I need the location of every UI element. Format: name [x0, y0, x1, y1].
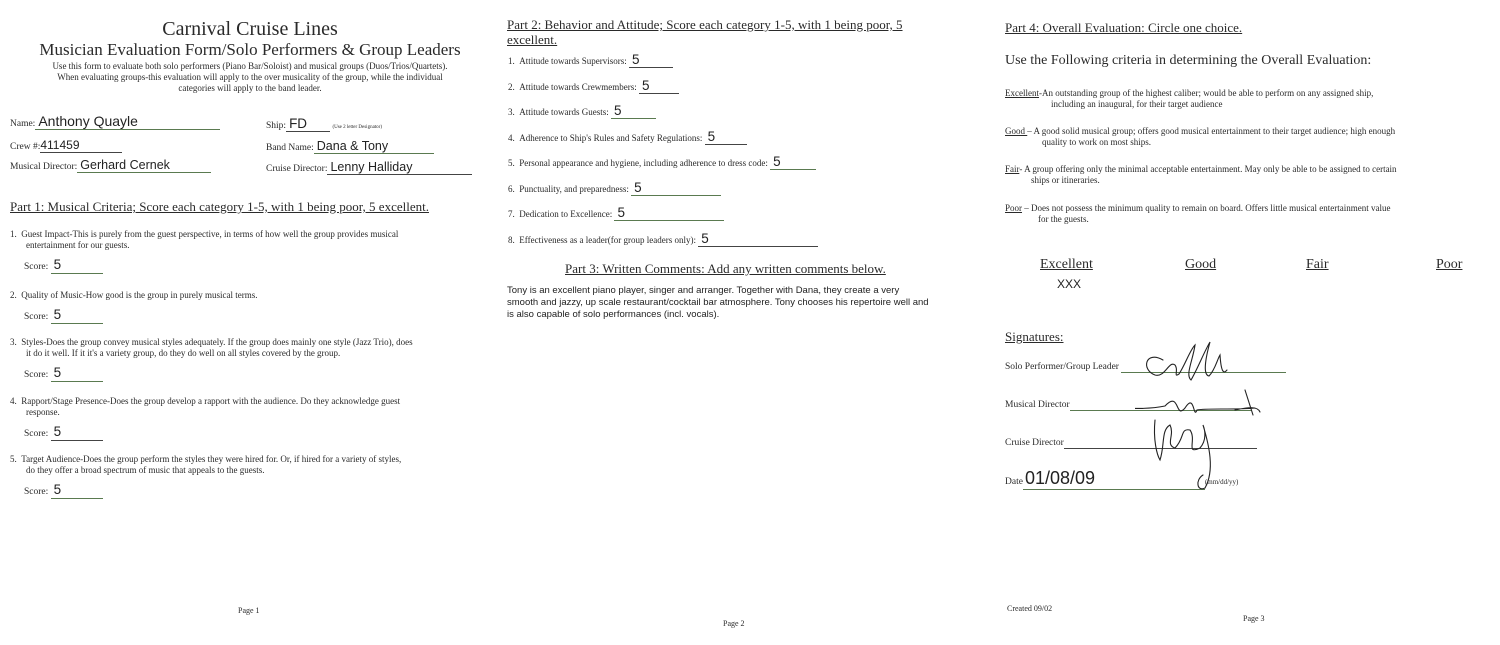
definition-good: [1005, 126, 1495, 148]
sig-performer-label: Solo Performer/Group Leader: [1005, 362, 1119, 372]
crew-value[interactable]: 411459: [40, 138, 80, 152]
page-1: [0, 0, 500, 645]
date-format: (mm/dd/yy): [1204, 478, 1239, 486]
selected-mark: XXX: [1057, 277, 1082, 291]
behavior-item: [508, 52, 818, 78]
item-label: Punctuality, and preparedness:: [519, 183, 629, 194]
performer-signature: [1147, 342, 1227, 380]
definition-separator: -: [1038, 88, 1042, 98]
definition-text: A good solid musical group; offers good musical entertainment to their target audience; high enough: [1033, 126, 1396, 136]
definition-separator: –: [1022, 203, 1032, 213]
definition-term: Excellent: [1005, 88, 1039, 98]
item-label: Adherence to Ship's Rules and Safety Regulations:: [519, 132, 703, 143]
comment-line: is also capable of solo performances (incl. vocals).: [507, 309, 720, 320]
ship-hint: (Use 2 letter Designator): [332, 125, 383, 130]
criterion-text: Guest Impact-This is purely from the guest perspective, in terms of how well the group provides musical: [21, 229, 399, 239]
behavior-list: [508, 52, 818, 256]
item-number: 4.: [508, 132, 515, 143]
part3-header: Part 3: Written Comments: Add any written comments below.: [565, 261, 886, 276]
score-value[interactable]: 5: [53, 365, 62, 380]
name-field: [10, 113, 220, 130]
ship-value[interactable]: FD: [289, 116, 308, 131]
form-intro: [0, 61, 500, 94]
definition-term: Good: [1005, 126, 1028, 136]
score-label: Score:: [24, 429, 49, 439]
behavior-item: [508, 129, 818, 155]
score-value[interactable]: 5: [53, 482, 62, 497]
cd-label: Cruise Director:: [266, 164, 328, 174]
criterion-3: [10, 337, 495, 382]
criteria-intro: Use the Following criteria in determining the Overall Evaluation:: [1005, 53, 1372, 68]
item-label: Effectiveness as a leader(for group leaders only):: [519, 234, 697, 245]
rating-poor[interactable]: Poor: [1436, 257, 1463, 272]
definition-poor: [1005, 203, 1495, 225]
signatures-header: Signatures:: [1005, 329, 1064, 344]
definition-text: ships or itineraries.: [1031, 175, 1100, 185]
score-label: Score:: [24, 262, 49, 272]
score-row: [10, 259, 495, 274]
definition-text: Does not possess the minimum quality to remain on board. Offers little musical entertainment value: [1031, 203, 1391, 213]
criterion-text: Target Audience-Does the group perform the styles they were hired for. Or, if hired for a variety of styles,: [21, 454, 402, 464]
rating-fair[interactable]: Fair: [1306, 257, 1329, 272]
score-row: [10, 426, 495, 441]
intro-line: categories will apply to the band leader.: [178, 83, 322, 93]
score-row: [10, 309, 495, 324]
item-score[interactable]: 5: [617, 205, 625, 220]
sig-cd-label: Cruise Director: [1005, 438, 1064, 448]
intro-line: When evaluating groups-this evaluation will apply to the over musicality of the group, while the individual: [57, 72, 443, 82]
comment-line: smooth and jazzy, up scale restaurant/cocktail bar atmosphere. Tony chooses his repertoire well and: [507, 297, 929, 308]
criterion-text: Rapport/Stage Presence-Does the group develop a rapport with the audience. Do they acknowledge guest: [21, 396, 401, 406]
criterion-number: 3.: [10, 337, 17, 347]
md-label: Musical Director:: [10, 162, 78, 172]
score-row: [10, 367, 495, 382]
rating-excellent[interactable]: Excellent: [1040, 257, 1093, 272]
criterion-text: it do it well. If it it's a variety group, do they do well on all styles covered by the group.: [26, 348, 341, 358]
item-number: 7.: [508, 209, 515, 219]
definition-text: including an inaugural, for their target audience: [1051, 99, 1223, 109]
part4-header: Part 4: Overall Evaluation: Circle one choice.: [1005, 20, 1243, 35]
written-comments[interactable]: [507, 285, 977, 321]
criterion-number: 5.: [10, 454, 17, 464]
page-number: Page 2: [723, 619, 745, 628]
crew-field: [10, 138, 122, 153]
name-value[interactable]: Anthony Quayle: [38, 113, 138, 129]
criterion-4: [10, 396, 495, 441]
score-label: Score:: [24, 312, 49, 322]
behavior-item: [508, 180, 818, 206]
item-number: 1.: [508, 56, 515, 66]
part1-header: Part 1: Musical Criteria; Score each category 1-5, with 1 being poor, 5 excellent.: [10, 199, 429, 214]
created-date: Created 09/02: [1007, 604, 1053, 613]
definition-text: quality to work on most ships.: [1042, 137, 1152, 147]
item-number: 8.: [508, 234, 515, 245]
item-score[interactable]: 5: [614, 103, 622, 118]
md-value[interactable]: Gerhard Cernek: [80, 158, 170, 172]
definition-separator: –: [1027, 126, 1034, 136]
definition-text: An outstanding group of the highest caliber; would be able to perform on any assigned ship,: [1041, 88, 1374, 98]
behavior-item: [508, 78, 818, 104]
definition-term: Poor: [1005, 203, 1023, 213]
item-label: Personal appearance and hygiene, including adherence to dress code:: [519, 158, 768, 168]
band-field: [266, 139, 434, 154]
page-number: Page 3: [1243, 614, 1265, 623]
behavior-item: [508, 154, 818, 180]
intro-line: Use this form to evaluate both solo performers (Piano Bar/Soloist) and musical groups (Duos/Trios/Quartets).: [52, 61, 448, 71]
criterion-number: 2.: [10, 290, 17, 300]
date-label: Date: [1005, 477, 1023, 487]
score-value[interactable]: 5: [53, 307, 62, 322]
criterion-2: [10, 290, 495, 324]
criterion-text: response.: [26, 407, 60, 417]
item-label: Attitude towards Supervisors:: [519, 56, 627, 66]
ship-field: [266, 116, 382, 132]
date-value[interactable]: 01/08/09: [1024, 468, 1096, 488]
part2-header-line: excellent.: [507, 32, 558, 47]
name-label: Name:: [10, 119, 36, 129]
sig-md-label: Musical Director: [1005, 400, 1070, 410]
comment-line: Tony is an excellent piano player, singer and arranger. Together with Dana, they create a very: [507, 285, 900, 296]
musical-director-field: [10, 158, 211, 173]
definition-excellent: [1005, 88, 1495, 110]
definition-separator: -: [1019, 164, 1025, 174]
item-score[interactable]: 5: [632, 52, 640, 67]
item-label: Dedication to Excellence:: [519, 209, 613, 219]
rating-good[interactable]: Good: [1185, 257, 1217, 272]
item-score[interactable]: 5: [641, 77, 650, 93]
page-2: [500, 0, 990, 645]
criterion-number: 4.: [10, 396, 17, 406]
definition-text: A group offering only the minimal acceptable entertainment. May only be able to be assigned to certain: [1024, 164, 1397, 174]
score-label: Score:: [24, 370, 49, 380]
behavior-item: [508, 103, 818, 129]
definition-term: Fair: [1005, 164, 1020, 174]
page-number: Page 1: [238, 606, 260, 615]
score-label: Score:: [24, 487, 49, 497]
cd-signature: [1154, 420, 1210, 489]
criterion-text: do they offer a broad spectrum of music that appeals to the guests.: [26, 465, 265, 475]
item-score[interactable]: 5: [634, 179, 642, 195]
criterion-1: [10, 229, 495, 274]
item-score[interactable]: 5: [707, 128, 716, 144]
item-score[interactable]: 5: [773, 154, 781, 169]
definition-fair: [1005, 164, 1495, 186]
md-signature: [1135, 390, 1260, 415]
behavior-item: [508, 231, 818, 257]
item-number: 5.: [508, 158, 515, 168]
crew-label: Crew #:: [10, 142, 41, 152]
behavior-item: [508, 205, 818, 231]
part2-header-line: Part 2: Behavior and Attitude; Score each category 1-5, with 1 being poor, 5: [507, 17, 903, 32]
score-row: [10, 484, 495, 499]
part2-header: [507, 17, 903, 47]
item-label: Attitude towards Guests:: [519, 107, 609, 117]
criterion-text: Styles-Does the group convey musical styles adequately. If the group does mainly one style (Jazz Trio), does: [21, 337, 413, 347]
form-title: Musician Evaluation Form/Solo Performers & Group Leaders: [39, 40, 461, 59]
criterion-text: entertainment for our guests.: [26, 240, 130, 250]
signature-strokes: [1135, 330, 1275, 500]
band-label: Band Name:: [266, 143, 314, 153]
item-number: 6.: [508, 183, 515, 194]
criterion-text: Quality of Music-How good is the group in purely musical terms.: [21, 290, 258, 300]
item-number: 2.: [508, 81, 515, 92]
score-value[interactable]: 5: [53, 424, 62, 439]
ship-label: Ship:: [266, 121, 287, 131]
item-label: Attitude towards Crewmembers:: [519, 81, 637, 92]
cruise-director-field: [266, 160, 472, 175]
cd-value[interactable]: Lenny Halliday: [330, 160, 413, 174]
score-value[interactable]: 5: [53, 257, 62, 272]
band-value[interactable]: Dana & Tony: [316, 139, 389, 153]
item-score[interactable]: 5: [701, 230, 709, 246]
criterion-number: 1.: [10, 229, 17, 239]
criterion-5: [10, 454, 495, 499]
company-title: Carnival Cruise Lines: [162, 18, 338, 40]
definition-text: for the guests.: [1038, 214, 1089, 224]
item-number: 3.: [508, 107, 515, 117]
page-3: [995, 0, 1500, 645]
